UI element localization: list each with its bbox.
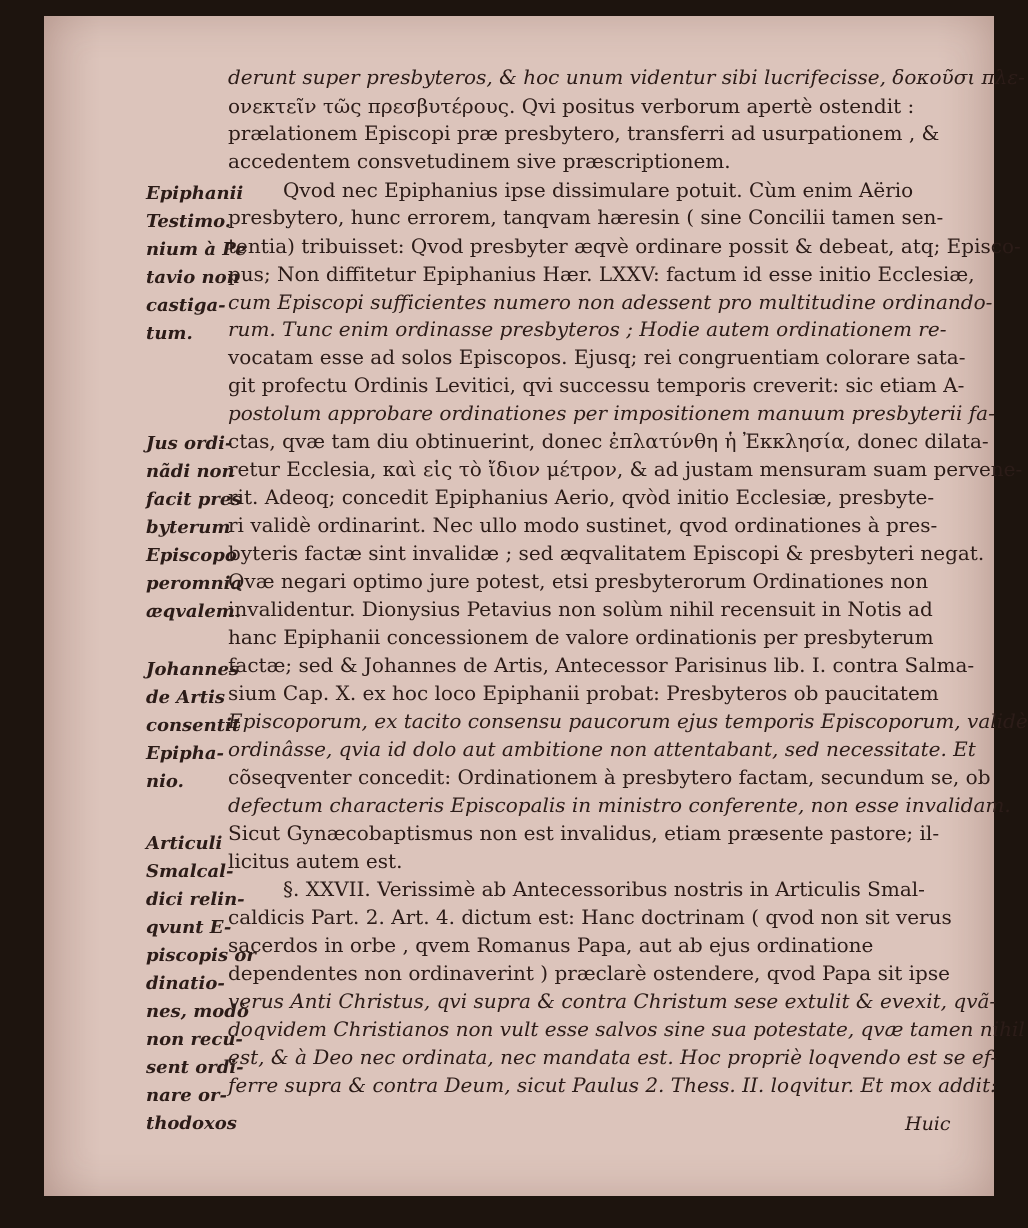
text-line: Episcoporum, ex tacito consensu paucorum ejus temporis Episcoporum, validè (228, 709, 1028, 733)
text-line: ri validè ordinarint. Nec ullo modo sustinet, qvod ordinationes à pres- (228, 513, 938, 537)
text-line: doqvidem Christianos non vult esse salvos sine sua potestate, qvæ tamen nihil (228, 1017, 1025, 1041)
catchword: Huic (905, 1113, 951, 1135)
text-line: retur Ecclesia, καὶ εἰς τὸ ἴδιον μέτρον, & ad justam mensuram suam pervene- (228, 457, 1023, 481)
margin-note-line: Epipha- (146, 743, 224, 764)
text-line: invalidentur. Dionysius Petavius non solùm nihil recensuit in Notis ad (228, 597, 933, 621)
text-line: rit. Adeoq; concedit Epiphanius Aerio, qvòd initio Ecclesiæ, presbyte- (228, 485, 935, 509)
margin-note-line: tavio non (146, 267, 240, 288)
margin-note-line: de Artis (146, 687, 226, 708)
text-line: defectum characteris Episcopalis in ministro conferente, non esse invalidam. (228, 793, 1011, 817)
margin-note-line: sent ordi- (146, 1057, 244, 1078)
margin-note-line: dici relin- (146, 889, 245, 910)
margin-note-line: Episcopo (146, 545, 237, 566)
text-line: Sicut Gynæcobaptismus non est invalidus, etiam præsente pastore; il- (228, 821, 940, 845)
margin-note-line: qvunt E- (146, 917, 232, 938)
margin-note-line: nium à Pe (146, 239, 247, 260)
margin-note-line: thodoxos (146, 1113, 237, 1134)
text-line: hanc Epiphanii concessionem de valore ordinationis per presbyterum (228, 625, 934, 649)
margin-note-line: Jus ordi- (146, 433, 233, 454)
text-line: §. XXVII. Verissimè ab Antecessoribus nostris in Articulis Smal- (283, 877, 925, 901)
text-line: ordinâsse, qvia id dolo aut ambitione non attentabant, sed necessitate. Et (228, 737, 976, 761)
margin-note-line: Epiphanii (146, 183, 244, 204)
text-line: derunt super presbyteros, & hoc unum videntur sibi lucrifecisse, δοκοῦσι πλε- (228, 65, 1025, 89)
margin-note-line: non recu- (146, 1029, 243, 1050)
text-line: sacerdos in orbe , qvem Romanus Papa, aut ab ejus ordinatione (228, 933, 874, 957)
margin-note-line: facit pres (146, 489, 242, 510)
margin-note-line: Johannes (146, 659, 240, 680)
text-line: ονεκτεῖν τῶς πρεσβυτέρους. Qvi positus verborum apertè ostendit : (228, 94, 915, 118)
margin-note-line: peromnia (146, 573, 243, 594)
text-line: postolum approbare ordinationes per impositionem manuum presbyterii fa- (228, 401, 995, 425)
text-line: cõseqventer concedit: Ordinationem à presbytero factam, secundum se, ob (228, 765, 991, 789)
text-line: licitus autem est. (228, 849, 403, 873)
text-line: dependentes non ordinaverint ) præclarè ostendere, qvod Papa sit ipse (228, 961, 950, 985)
text-line: Qvæ negari optimo jure potest, etsi presbyterorum Ordinationes non (228, 569, 929, 593)
text-line: prælationem Episcopi præ presbytero, transferri ad usurpationem , & (228, 121, 940, 145)
margin-note-line: æqvalem. (146, 601, 242, 622)
margin-note-line: tum. (146, 323, 193, 344)
text-line: rum. Tunc enim ordinasse presbyteros ; Hodie autem ordinationem re- (228, 317, 947, 341)
text-line: tentia) tribuisset: Qvod presbyter æqvè ordinare possit & debeat, atq; Episco- (228, 234, 1021, 258)
text-line: est, & à Deo nec ordinata, nec mandata est. Hoc propriè loqvendo est se ef- (228, 1045, 998, 1069)
text-line: vocatam esse ad solos Episcopos. Ejusq; rei congruentiam colorare sata- (228, 345, 966, 369)
margin-note-line: Smalcal- (146, 861, 234, 882)
text-line: ctas, qvæ tam diu obtinuerint, donec ἐπλατύνθη ἡ Ἐκκλησία, donec dilata- (228, 429, 989, 453)
text-line: sium Cap. X. ex hoc loco Epiphanii probat: Presbyteros ob paucitatem (228, 681, 939, 705)
text-line: ferre supra & contra Deum, sicut Paulus 2. Thess. II. loqvitur. Et mox addit: (228, 1073, 997, 1097)
text-line: byteris factæ sint invalidæ ; sed æqvalitatem Episcopi & presbyteri negat. (228, 541, 985, 565)
text-line: git profectu Ordinis Levitici, qvi successu temporis creverit: sic etiam A- (228, 373, 965, 397)
margin-note-line: dinatio- (146, 973, 225, 994)
text-line: pus; Non diffitetur Epiphanius Hær. LXXV: factum id esse initio Ecclesiæ, (228, 262, 975, 286)
margin-note-line: nio. (146, 771, 184, 792)
margin-note-line: nare or- (146, 1085, 227, 1106)
margin-note-line: Articuli (146, 833, 223, 854)
margin-note-line: consentit (146, 715, 241, 736)
text-line: cum Episcopi sufficientes numero non adessent pro multitudine ordinando- (228, 290, 993, 314)
margin-note-line: nãdi non (146, 461, 235, 482)
margin-note-line: nes, modò (146, 1001, 249, 1022)
text-line: accedentem consvetudinem sive præscriptionem. (228, 149, 731, 173)
text-line: Qvod nec Epiphanius ipse dissimulare potuit. Cùm enim Aërio (283, 178, 914, 202)
text-line: verus Anti Christus, qvi supra & contra Christum sese extulit & evexit, qvã- (228, 989, 997, 1013)
text-line: factæ; sed & Johannes de Artis, Antecessor Parisinus lib. I. contra Salma- (228, 653, 975, 677)
margin-note-line: castiga- (146, 295, 226, 316)
margin-note-line: byterum (146, 517, 231, 538)
margin-note-line: piscopis or (146, 945, 256, 966)
margin-note-line: Testimo. (146, 211, 232, 232)
text-line: caldicis Part. 2. Art. 4. dictum est: Hanc doctrinam ( qvod non sit verus (228, 905, 952, 929)
text-line: presbytero, hunc errorem, tanqvam hæresin ( sine Concilii tamen sen- (228, 205, 944, 229)
